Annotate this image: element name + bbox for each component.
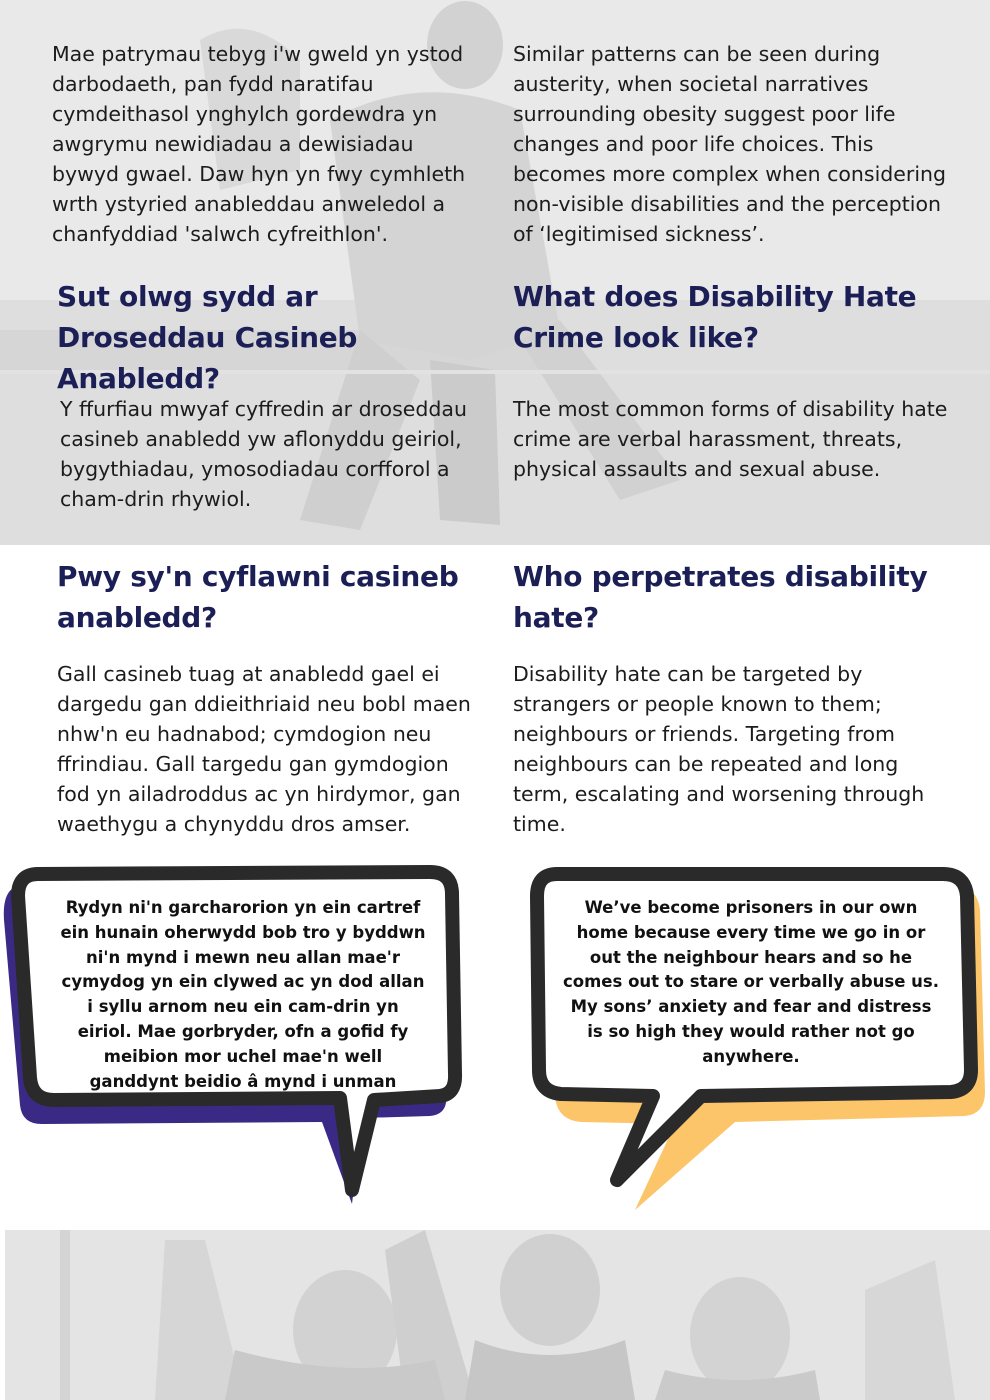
quote-english: We’ve become prisoners in our own home because every time we go in or out the neighbour hears and so he comes out to stare or verbally abuse us. My sons’ anxiety and fear and distress is so high they would rather not go anywhere.: [563, 898, 940, 1066]
look-english-paragraph: The most common forms of disability hate crime are verbal harassment, threats, physical assaults and sexual abuse.: [513, 397, 948, 481]
speech-bubble-welsh: [0, 860, 480, 1220]
look-welsh-paragraph: Y ffurfiau mwyaf cyffredin ar droseddau casineb anabledd yw aflonyddu geiriol, bygythiadau, ymosodiadau corfforol a cham-drin rhywiol.: [60, 397, 467, 511]
intro-english-paragraph: Similar patterns can be seen during austerity, when societal narratives surrounding obesity suggest poor life changes and poor life choices. This becomes more complex when considering non-visible disabilities and the perception of ‘legitimised sickness’.: [513, 42, 947, 246]
intro-welsh-paragraph: Mae patrymau tebyg i'w gweld yn ystod darbodaeth, pan fydd naratifau cymdeithasol ynghylch gordewdra yn awgrymu newidiadau a dewisiadau bywyd gwael. Daw hyn yn fwy cymhleth wrth ystyried anableddau anweledol a chanfyddiad 'salwch cyfreithlon'.: [52, 42, 466, 246]
who-english-paragraph: Disability hate can be targeted by strangers or people known to them; neighbours or friends. Targeting from neighbours can be repeated and long term, escalating and worsening through time.: [513, 662, 925, 836]
heading-who-perpetrates-welsh: Pwy sy'n cyflawni casineb anabledd?: [57, 560, 459, 634]
who-welsh-paragraph: Gall casineb tuag at anabledd gael ei dargedu gan ddieithriaid neu bobl maen nhw'n eu hadnabod; cymdogion neu ffrindiau. Gall targedu gan gymdogion fod yn ailadroddus ac yn hirdymor, gan waethygu a chynyddu dros amser.: [57, 662, 471, 836]
speech-bubble-english: [525, 860, 990, 1220]
background-photo-bottom: [5, 1230, 990, 1400]
quote-welsh: Rydyn ni'n garcharorion yn ein cartref ein hunain oherwydd bob tro y byddwn ni'n mynd i mewn neu allan mae'r cymydog yn ein clywed ac yn dod allan i syllu arnom neu ein cam-drin yn eiriol. Mae gorbryder, ofn a gofid fy meibion mor uchel mae'n well ganddynt beidio â mynd i unman: [60, 898, 426, 1091]
heading-what-looks-like-english: What does Disability Hate Crime look like?: [513, 280, 917, 354]
heading-what-looks-like-welsh: Sut olwg sydd ar Droseddau Casineb Anabledd?: [57, 280, 358, 395]
heading-who-perpetrates-english: Who perpetrates disability hate?: [513, 560, 928, 634]
